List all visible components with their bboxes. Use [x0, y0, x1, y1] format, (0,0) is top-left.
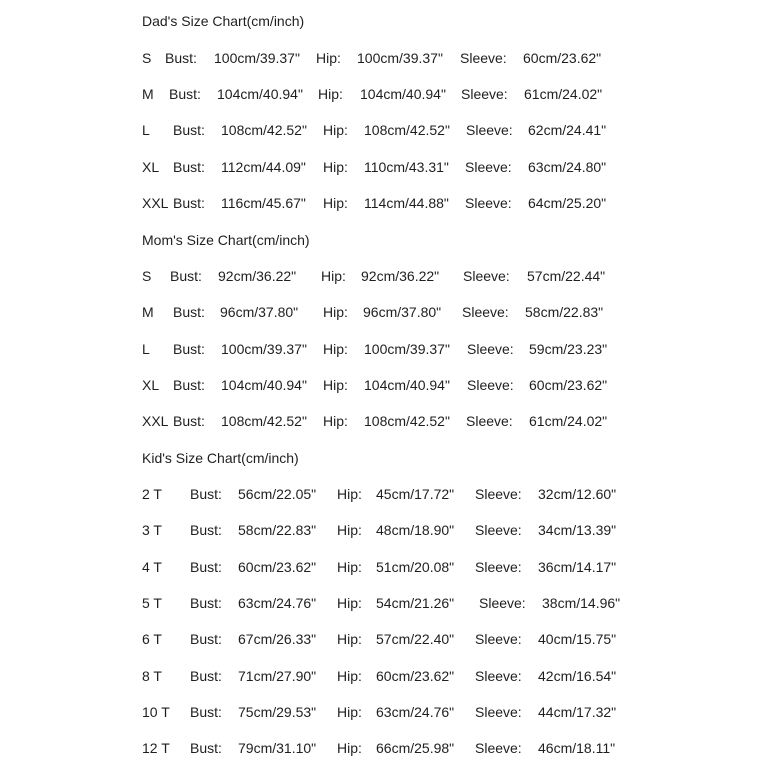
bust-value: 104cm/40.94": [221, 377, 307, 393]
bust-value: 60cm/23.62": [238, 559, 317, 575]
bust-label: Bust:: [169, 86, 201, 102]
bust-label: Bust:: [190, 704, 222, 720]
hip-label: Hip:: [323, 341, 348, 357]
sleeve-label: Sleeve:: [460, 50, 507, 66]
sleeve-value: 62cm/24.41": [528, 122, 607, 138]
hip-value: 66cm/25.98": [376, 740, 455, 756]
mom-size-chart-title: Mom's Size Chart(cm/inch): [142, 232, 310, 248]
sleeve-value: 42cm/16.54": [538, 668, 617, 684]
hip-label: Hip:: [321, 268, 346, 284]
hip-value: 114cm/44.88": [364, 195, 449, 211]
sleeve-label: Sleeve:: [461, 86, 508, 102]
bust-value: 58cm/22.83": [238, 522, 317, 538]
hip-value: 104cm/40.94": [364, 377, 450, 393]
sleeve-label: Sleeve:: [475, 559, 522, 575]
hip-label: Hip:: [337, 522, 362, 538]
bust-label: Bust:: [190, 559, 222, 575]
sleeve-value: 34cm/13.39": [538, 522, 617, 538]
bust-value: 108cm/42.52": [221, 122, 307, 138]
size-label: 12 T: [142, 740, 170, 756]
size-label: 6 T: [142, 631, 162, 647]
size-label: XXL: [142, 413, 169, 429]
hip-value: 108cm/42.52": [364, 413, 450, 429]
sleeve-label: Sleeve:: [467, 377, 514, 393]
hip-label: Hip:: [337, 740, 362, 756]
sleeve-label: Sleeve:: [465, 195, 512, 211]
bust-label: Bust:: [173, 122, 205, 138]
size-label: S: [142, 50, 152, 66]
hip-label: Hip:: [323, 304, 348, 320]
hip-label: Hip:: [318, 86, 343, 102]
size-label: XL: [142, 159, 160, 175]
dad-size-chart-title: Dad's Size Chart(cm/inch): [142, 13, 305, 29]
size-label: 4 T: [142, 559, 162, 575]
sleeve-value: 63cm/24.80": [528, 159, 607, 175]
sleeve-value: 60cm/23.62": [523, 50, 602, 66]
sleeve-value: 44cm/17.32": [538, 704, 617, 720]
size-label: M: [142, 86, 154, 102]
sleeve-value: 57cm/22.44": [527, 268, 606, 284]
bust-label: Bust:: [190, 486, 222, 502]
size-label: 3 T: [142, 522, 162, 538]
size-label: XL: [142, 377, 160, 393]
hip-value: 48cm/18.90": [376, 522, 455, 538]
bust-value: 71cm/27.90": [238, 668, 317, 684]
hip-value: 92cm/36.22": [361, 268, 440, 284]
hip-value: 108cm/42.52": [364, 122, 450, 138]
bust-label: Bust:: [173, 159, 205, 175]
sleeve-label: Sleeve:: [462, 304, 509, 320]
sleeve-label: Sleeve:: [475, 740, 522, 756]
sleeve-value: 40cm/15.75": [538, 631, 617, 647]
sleeve-value: 36cm/14.17": [538, 559, 617, 575]
bust-value: 79cm/31.10": [238, 740, 317, 756]
bust-value: 112cm/44.09": [221, 159, 306, 175]
hip-value: 45cm/17.72": [376, 486, 455, 502]
bust-label: Bust:: [190, 740, 222, 756]
bust-label: Bust:: [190, 631, 222, 647]
bust-value: 100cm/39.37": [221, 341, 307, 357]
sleeve-label: Sleeve:: [465, 159, 512, 175]
bust-label: Bust:: [190, 595, 222, 611]
bust-label: Bust:: [173, 377, 205, 393]
hip-value: 110cm/43.31": [364, 159, 449, 175]
bust-label: Bust:: [170, 268, 202, 284]
bust-value: 100cm/39.37": [214, 50, 300, 66]
bust-value: 67cm/26.33": [238, 631, 317, 647]
hip-label: Hip:: [323, 195, 348, 211]
bust-label: Bust:: [173, 195, 205, 211]
hip-value: 63cm/24.76": [376, 704, 455, 720]
sleeve-value: 61cm/24.02": [524, 86, 603, 102]
hip-label: Hip:: [337, 704, 362, 720]
sleeve-value: 58cm/22.83": [525, 304, 604, 320]
bust-value: 56cm/22.05": [238, 486, 317, 502]
bust-value: 108cm/42.52": [221, 413, 307, 429]
sleeve-label: Sleeve:: [466, 122, 513, 138]
sleeve-label: Sleeve:: [463, 268, 510, 284]
sleeve-value: 64cm/25.20": [528, 195, 607, 211]
hip-label: Hip:: [337, 486, 362, 502]
hip-value: 100cm/39.37": [364, 341, 450, 357]
hip-value: 54cm/21.26": [376, 595, 455, 611]
bust-label: Bust:: [173, 413, 205, 429]
bust-label: Bust:: [190, 668, 222, 684]
hip-label: Hip:: [337, 559, 362, 575]
sleeve-label: Sleeve:: [479, 595, 526, 611]
bust-label: Bust:: [190, 522, 222, 538]
sleeve-label: Sleeve:: [475, 668, 522, 684]
bust-value: 92cm/36.22": [218, 268, 297, 284]
size-label: 5 T: [142, 595, 162, 611]
sleeve-label: Sleeve:: [475, 704, 522, 720]
hip-value: 104cm/40.94": [360, 86, 446, 102]
sleeve-value: 59cm/23.23": [529, 341, 608, 357]
size-label: 10 T: [142, 704, 170, 720]
sleeve-value: 38cm/14.96": [542, 595, 621, 611]
bust-value: 75cm/29.53": [238, 704, 317, 720]
hip-label: Hip:: [337, 668, 362, 684]
bust-value: 116cm/45.67": [221, 195, 306, 211]
bust-value: 96cm/37.80": [220, 304, 299, 320]
hip-label: Hip:: [316, 50, 341, 66]
sleeve-label: Sleeve:: [475, 486, 522, 502]
sleeve-label: Sleeve:: [467, 341, 514, 357]
hip-value: 57cm/22.40": [376, 631, 455, 647]
hip-label: Hip:: [323, 377, 348, 393]
sleeve-label: Sleeve:: [475, 522, 522, 538]
hip-value: 100cm/39.37": [357, 50, 443, 66]
size-label: M: [142, 304, 154, 320]
size-label: 8 T: [142, 668, 162, 684]
hip-value: 60cm/23.62": [376, 668, 455, 684]
hip-label: Hip:: [323, 413, 348, 429]
hip-label: Hip:: [323, 159, 348, 175]
size-label: 2 T: [142, 486, 162, 502]
hip-label: Hip:: [337, 631, 362, 647]
bust-label: Bust:: [165, 50, 197, 66]
hip-value: 51cm/20.08": [376, 559, 455, 575]
size-label: S: [142, 268, 152, 284]
sleeve-value: 32cm/12.60": [538, 486, 617, 502]
hip-value: 96cm/37.80": [363, 304, 442, 320]
bust-label: Bust:: [173, 304, 205, 320]
bust-value: 63cm/24.76": [238, 595, 317, 611]
size-label: XXL: [142, 195, 169, 211]
sleeve-label: Sleeve:: [466, 413, 513, 429]
sleeve-value: 60cm/23.62": [529, 377, 608, 393]
sleeve-value: 46cm/18.11": [538, 740, 616, 756]
kid-size-chart-title: Kid's Size Chart(cm/inch): [142, 450, 299, 466]
sleeve-label: Sleeve:: [475, 631, 522, 647]
bust-label: Bust:: [173, 341, 205, 357]
sleeve-value: 61cm/24.02": [529, 413, 608, 429]
bust-value: 104cm/40.94": [217, 86, 303, 102]
hip-label: Hip:: [337, 595, 362, 611]
size-label: L: [142, 122, 150, 138]
size-label: L: [142, 341, 150, 357]
hip-label: Hip:: [323, 122, 348, 138]
